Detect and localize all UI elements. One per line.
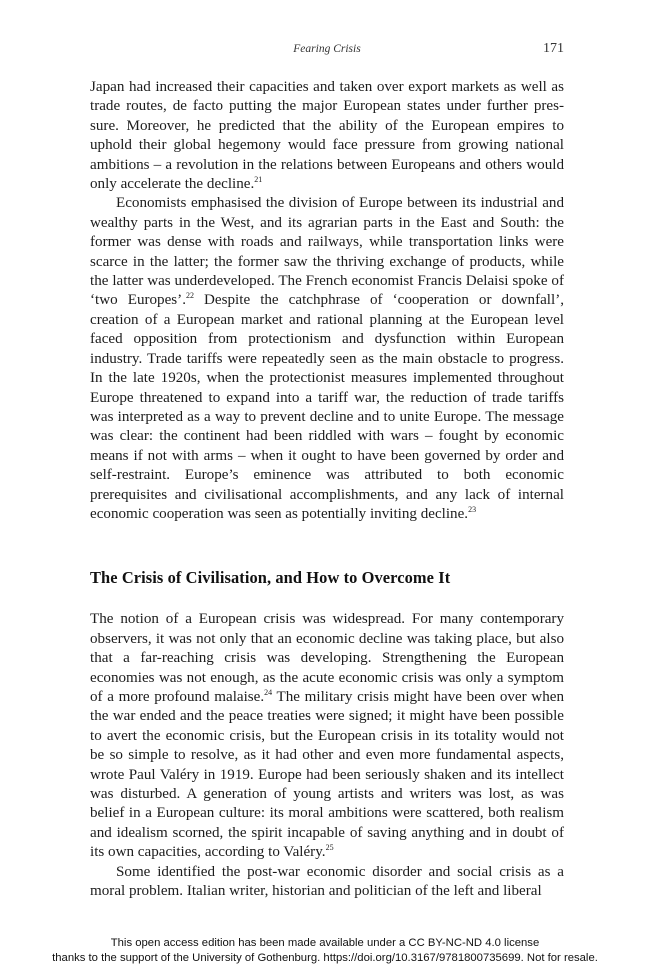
footnote-ref: 23 xyxy=(468,504,477,514)
license-line: thanks to the support of the University of Gothenburg. https://doi.org/10.3167/9781800735699. Not for resale. xyxy=(52,952,598,964)
license-line: This open access edition has been made available under a CC BY-NC-ND 4.0 license xyxy=(110,937,540,949)
section-heading: The Crisis of Civilisation, and How to Overcome It xyxy=(90,568,451,588)
footnote-ref: 21 xyxy=(254,175,263,185)
paragraph-text: Japan had increased their capacities and taken over export markets as well as trade routes, de facto putting the major European states under further pressure. Moreover, he predicted that the ability of the European empires to uphold their global hegemony would face pressure from growing national ambitions – a revolution in the relations between Europeans and others would only accelerate the decline. xyxy=(90,79,564,193)
paragraph-text: Some identified the post-war economic disorder and social crisis as a moral problem. Italian writer, historian and politician of the left and liberal xyxy=(90,863,564,900)
paragraph xyxy=(90,194,564,524)
footnote-ref: 24 xyxy=(264,687,273,697)
paragraph xyxy=(90,78,564,194)
paragraph-text: Despite the catchphrase of ‘cooperation or downfall’, creation of a European market and rational planning at the European level faced opposition from protectionism and dysfunction within European industry. Trade tariffs were repeatedly seen as the main obstacle to progress. In the late 1920s, when the protectionist measures implemented throughout Europe threatened to expand into a tariff war, the reduction of trade tariffs was interpreted as a way to prevent decline and to unite Europe. The message was clear: the continent had been riddled with wars – fought by economic means if not with arms – when it ought to have been governed by order and self-restraint. Europe’s eminence was attributed to both economic prerequisites and civilisational accomplishments, and any lack of internal economic cooperation was seen as potentially inviting decline. xyxy=(90,292,564,522)
paragraph-text: The notion of a European crisis was widespread. For many contemporary observers, it was not only that an economic decline was taking place, but also that a far-reaching crisis was developing. Strengthening the European economies was not enough, as the acute economic crisis was only a symptom of a more profound malaise. xyxy=(90,611,564,705)
running-head xyxy=(90,41,564,61)
paragraph xyxy=(90,863,564,902)
page-number: 171 xyxy=(543,41,564,56)
body-text xyxy=(90,78,564,901)
license-footer xyxy=(0,936,650,966)
footnote-ref: 22 xyxy=(185,291,194,301)
paragraph-text: Economists emphasised the division of Europe between its industrial and wealthy parts in the West, and its agrarian parts in the East and South: the former was dense with roads and railways, while transportation links were scarce in the latter; the former saw the thriving exchange of products, while the latter was underdeveloped. The French economist Francis Delaisi spoke of ‘two Europes’. xyxy=(90,195,564,309)
footnote-ref: 25 xyxy=(325,843,334,853)
paragraph xyxy=(90,610,564,862)
running-title: Fearing Crisis xyxy=(293,43,361,55)
paragraph-text: The military crisis might have been over when the war ended and the peace treaties were signed; it might have been possible to avert the economic crisis, but the European crisis in its totality would not be so simple to resolve, as it had other and even more fundamental aspects, wrote Paul Valéry in 1919. Europe had been seriously shaken and its intellect was disturbed. A generation of young artists and writers was lost, as was belief in a European culture: its moral ambitions were scattered, both realism and idealism scorned, the spirit incapable of saving anything and in doubt of its own capacities, according to Valéry. xyxy=(90,688,564,861)
